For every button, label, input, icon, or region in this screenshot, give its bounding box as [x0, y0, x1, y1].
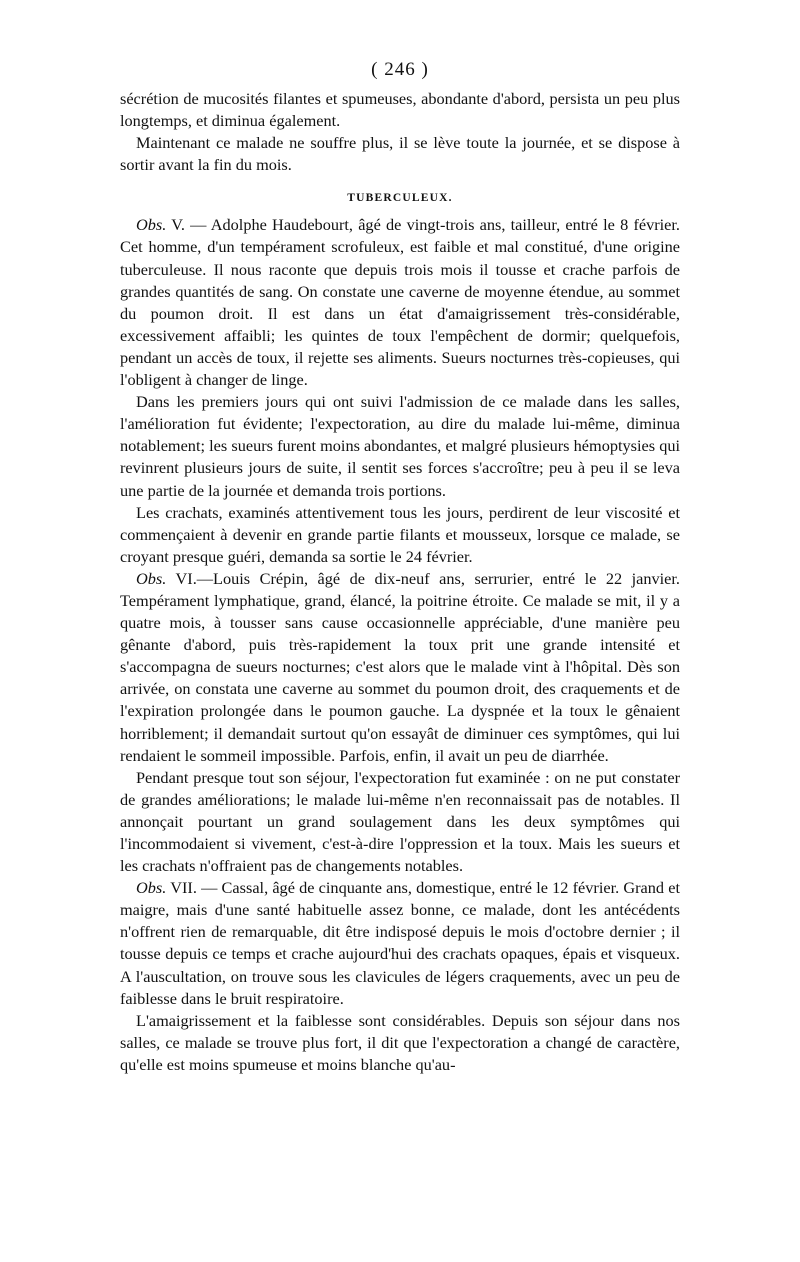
observation-7 — [120, 877, 680, 1010]
observation-6 — [120, 568, 680, 767]
page-number: ( 246 ) — [371, 59, 429, 80]
observation-label: Obs. — [136, 878, 167, 898]
paragraph: Maintenant ce malade ne souffre plus, il se lève toute la journée, et se dispose à sortir avant la fin du mois. — [120, 133, 680, 175]
section-title: TUBERCULEUX. — [347, 192, 453, 205]
observation-label: Obs. — [136, 568, 167, 588]
paragraph: Pendant presque tout son séjour, l'expectoration fut examinée : on ne put constater de grandes améliorations; le malade lui-même n'en reconnaissait pas de notables. Il annonçait pourtant un grand soulagement dans les deux symptômes qui l'incommodaient si vivement, c'est-à-dire l'oppression et la toux. Mais les sueurs et les crachats n'offraient pas de changements notables. — [120, 767, 680, 876]
paragraph: Les crachats, examinés attentivement tous les jours, perdirent de leur viscosité et commençaient à devenir en grande partie filants et mousseux, lorsque ce malade, se croyant presque guéri, demanda sa sortie le 24 février. — [120, 502, 680, 566]
paragraph: Dans les premiers jours qui ont suivi l'admission de ce malade dans les salles, l'amélioration fut évidente; l'expectoration, au dire du malade lui-même, diminua notablement; les sueurs furent moins abondantes, et malgré plusieurs hémoptysies qui revinrent plusieurs jours de suite, il sentit ses forces s'accroître; peu à peu il se leva une partie de la journée et demanda trois portions. — [120, 392, 680, 500]
observation-label: Obs. — [136, 215, 167, 235]
paragraph-continuation: sécrétion de mucosités filantes et spumeuses, abondante d'abord, persista un peu plus longtemps, et diminua également. — [120, 89, 680, 131]
observation-text: VI.—Louis Crépin, âgé de dix-neuf ans, serrurier, entré le 22 janvier. Tempérament lymphatique, grand, élancé, la poitrine étroite. Ce malade se mit, il y a quatre mois, à tousser sans cause occasionnelle appréciable, d'une manière peu gênante d'abord, puis très-rapidement la toux prit une grande intensité et s'accompagna de sueurs nocturnes; c'est alors que le malade vint à l'hôpital. Dès son arrivée, on constata une caverne au sommet du poumon droit, des craquements et de l'expiration prolongée dans le poumon gauche. La dyspnée et la toux le gênaient horriblement; il demandait surtout qu'on essayât de diminuer ces symptômes, qui lui rendaient le sommeil impossible. Parfois, enfin, il avait un peu de diarrhée. — [120, 568, 680, 765]
paragraph: L'amaigrissement et la faiblesse sont considérables. Depuis son séjour dans nos salles, ce malade se trouve plus fort, il dit que l'expectoration a changé de caractère, qu'elle est moins spumeuse et moins blanche qu'au- — [120, 1010, 680, 1074]
observation-text: V. — Adolphe Haudebourt, âgé de vingt-trois ans, tailleur, entré le 8 février. Cet homme, d'un tempérament scrofuleux, est faible et mal constitué, d'une origine tuberculeuse. Il nous raconte que depuis trois mois il tousse et crache parfois de grandes quantités de sang. On constate une caverne de moyenne étendue, au sommet du poumon droit. Il est dans un état d'amaigrissement très-considérable, excessivement affaibli; les quintes de toux l'empêchent de dormir; quelquefois, pendant un accès de toux, il rejette ses aliments. Sueurs nocturnes très-copieuses, qui l'obligent à changer de linge. — [120, 215, 680, 390]
document-page — [120, 58, 680, 1076]
observation-text: VII. — Cassal, âgé de cinquante ans, domestique, entré le 12 février. Grand et maigre, mais d'une santé habituelle assez bonne, ce malade, dont les antécédents n'offrent rien de remarquable, dit être indisposé depuis le mois d'octobre dernier ; il tousse depuis ce temps et crache aujourd'hui des crachats opaques, épais et visqueux. A l'auscultation, on trouve sous les clavicules de légers craquements, avec un peu de faiblesse dans le bruit respiratoire. — [120, 878, 680, 1008]
observation-5 — [120, 214, 680, 391]
